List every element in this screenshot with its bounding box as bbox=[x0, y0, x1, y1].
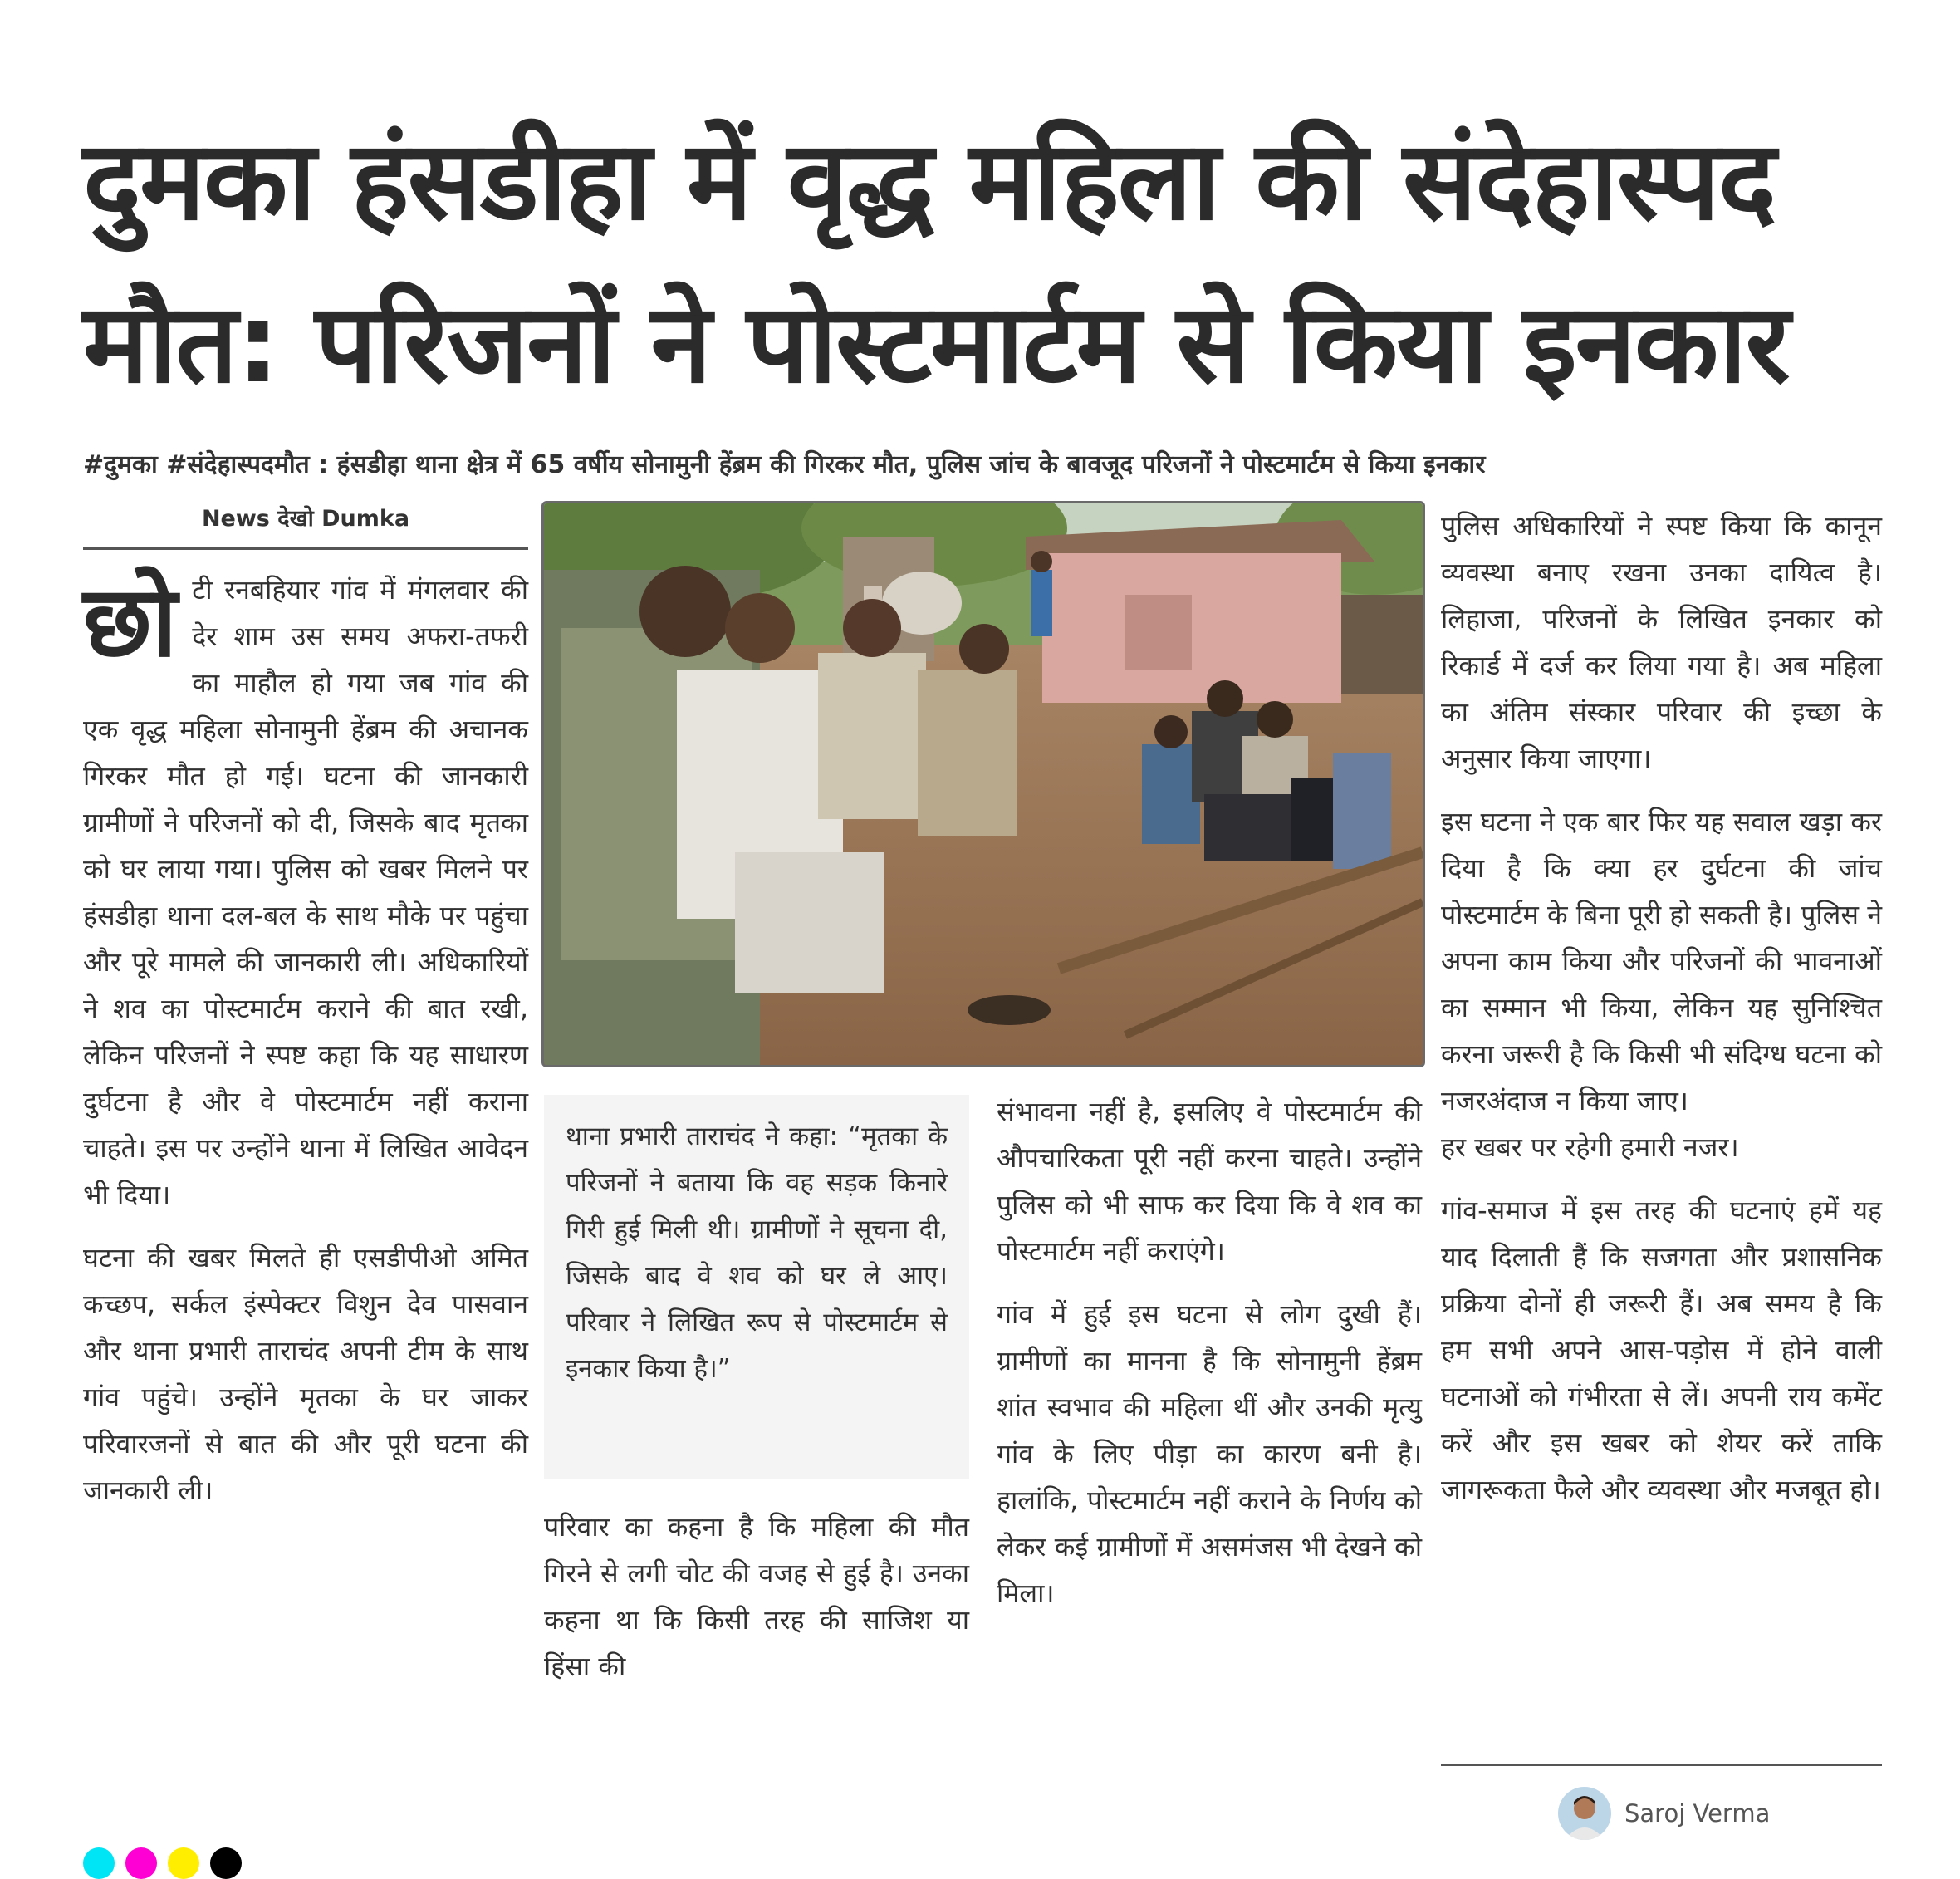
author-avatar bbox=[1558, 1787, 1611, 1840]
col4-paragraph-3: गांव-समाज में इस तरह की घटनाएं हमें यह याद दिलाती हैं कि सजगता और प्रशासनिक प्रक्रिया दोनों ही जरूरी हैं। अब समय है कि हम सभी अपने आस-पड़ोस में होने वाली घटनाओं को गंभीरता से लें। अपनी राय कमेंट करें और इस खबर को शेयर करें ताकि जागरूकता फैले और व्यवस्था और मजबूत हो। bbox=[1441, 1195, 1882, 1505]
yellow-swatch bbox=[168, 1847, 199, 1879]
news-photo bbox=[541, 501, 1425, 1067]
magenta-swatch bbox=[125, 1847, 157, 1879]
col1-paragraph-1: टी रनबहियार गांव में मंगलवार की देर शाम उस समय अफरा-तफरी का माहौल हो गया जब गांव की एक वृद्ध महिला सोनामुनी हेंब्रम की अचानक गिरकर मौत हो गई। घटना की जानकारी ग्रामीणों ने परिजनों को दी, जिसके बाद मृतका को घर लाया गया। पुलिस को खबर मिलने पर हंसडीहा थाना दल-बल के साथ मौके पर पहुंचा और पूरे मामले की जानकारी ली। अधिकारियों ने शव का पोस्टमार्टम कराने की बात रखी, लेकिन परिजनों ने स्पष्ट कहा कि यह साधारण दुर्घटना है और वे पोस्टमार्टम नहीं कराना चाहते। इस पर उन्होंने थाना में लिखित आवेदन भी दिया। bbox=[83, 574, 528, 1210]
col4-tagline: हर खबर पर रहेगी हमारी नजर। bbox=[1441, 1131, 1739, 1163]
column-3 bbox=[997, 1088, 1422, 1633]
author-divider bbox=[1441, 1764, 1882, 1766]
col4-paragraph-2: इस घटना ने एक बार फिर यह सवाल खड़ा कर दिया है कि क्या हर दुर्घटना की जांच पोस्टमार्टम के बिना पूरी हो सकती है। पुलिस ने अपना काम किया और परिजनों की भावनाओं का सम्मान भी किया, लेकिन यह सुनिश्चित करना जरूरी है कि किसी भी संदिग्ध घटना को नजरअंदाज न किया जाए। bbox=[1441, 806, 1882, 1116]
author-name: Saroj Verma bbox=[1624, 1799, 1771, 1827]
headline: दुमका हंसडीहा में वृद्ध महिला की संदेहास्पद मौत: परिजनों ने पोस्टमार्टम से किया इनकार bbox=[83, 117, 1789, 408]
cyan-swatch bbox=[83, 1847, 115, 1879]
col3-paragraph-2: गांव में हुई इस घटना से लोग दुखी हैं। ग्रामीणों का मानना है कि सोनामुनी हेंब्रम शांत स्वभाव की महिला थीं और उनकी मृत्यु गांव के लिए पीड़ा का कारण बनी है। हालांकि, पोस्टमार्टम नहीं कराने के निर्णय को लेकर कई ग्रामीणों में असमंजस भी देखने को मिला। bbox=[997, 1298, 1422, 1609]
column-2 bbox=[544, 1504, 969, 1706]
col1-paragraph-2: घटना की खबर मिलते ही एसडीपीओ अमित कच्छप, सर्कल इंस्पेक्टर विशुन देव पासवान और थाना प्रभारी ताराचंद अपनी टीम के साथ गांव पहुंचे। उन्होंने मृतका के घर जाकर परिवारजनों से बात की और पूरी घटना की जानकारी ली। bbox=[83, 1242, 528, 1506]
column-1 bbox=[83, 564, 528, 1530]
quote-text: थाना प्रभारी ताराचंद ने कहा: “मृतका के परिजनों ने बताया कि वह सड़क किनारे गिरी हुई मिली थी। ग्रामीणों ने सूचना दी, जिसके बाद वे शव को घर ले आए। परिवार ने लिखित रूप से पोस्टमार्टम से इनकार किया है।” bbox=[566, 1121, 948, 1384]
avatar-portrait-icon bbox=[1558, 1787, 1611, 1840]
col3-paragraph-1: संभावना नहीं है, इसलिए वे पोस्टमार्टम की औपचारिकता पूरी नहीं करना चाहते। उन्होंने पुलिस को भी साफ कर दिया कि वे शव का पोस्टमार्टम नहीं कराएंगे। bbox=[997, 1096, 1422, 1267]
column-4 bbox=[1441, 503, 1882, 1529]
subheadline: #दुमका #संदेहास्पदमौत : हंसडीहा थाना क्षेत्र में 65 वर्षीय सोनामुनी हेंब्रम की गिरकर मौत, पुलिस जांच के बावजूद परिजनों ने पोस्टमार्टम से किया इनकार bbox=[83, 450, 1486, 479]
author-byline bbox=[1558, 1787, 1770, 1840]
col2-paragraph-1: परिवार का कहना है कि महिला की मौत गिरने से लगी चोट की वजह से हुई है। उनका कहना था कि किसी तरह की साजिश या हिंसा की bbox=[544, 1511, 969, 1682]
drop-cap: छो bbox=[83, 564, 178, 679]
police-meeting-villagers-image bbox=[544, 503, 1423, 1065]
black-swatch bbox=[210, 1847, 242, 1879]
quote-box bbox=[544, 1095, 969, 1479]
col4-paragraph-1: पुलिस अधिकारियों ने स्पष्ट किया कि कानून व्यवस्था बनाए रखना उनका दायित्व है। लिहाजा, परिजनों के लिखित इनकार को रिकार्ड में दर्ज कर लिया गया है। अब महिला का अंतिम संस्कार परिवार की इच्छा के अनुसार किया जाएगा। bbox=[1441, 510, 1882, 774]
source-divider bbox=[83, 547, 528, 550]
news-source-label: News देखो Dumka bbox=[201, 506, 410, 532]
cmyk-swatches bbox=[83, 1847, 252, 1879]
